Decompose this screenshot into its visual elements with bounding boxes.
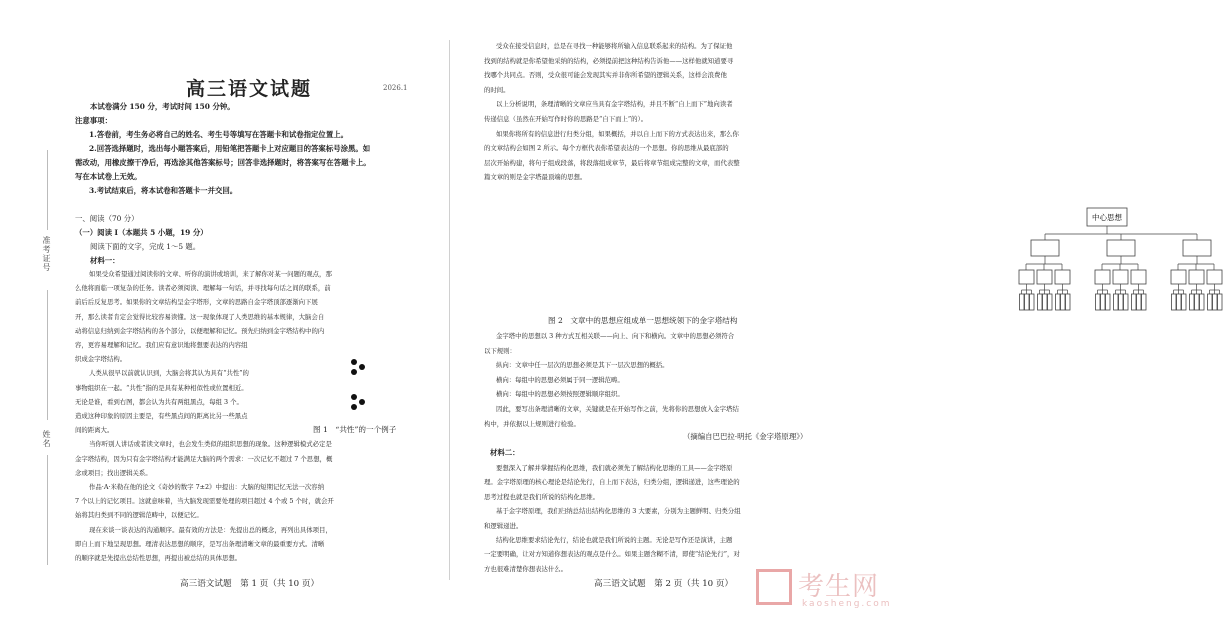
body-line: 方也很难清楚你想表达什么。 [484,564,568,573]
figure-1 [317,345,399,423]
root-node-label: 中心思想 [1092,213,1122,222]
dot [351,404,357,410]
body-line: 篇文章的则是金字塔最顶端的思想。 [484,173,587,182]
notice-item: 写在本试卷上无效。 [75,172,142,181]
level-3-node [1106,294,1111,310]
level-2-node [1131,270,1146,284]
watermark-logo-icon [756,569,792,605]
body-line: 受众在接受信息时，总是在寻找一种能够将所输入信息联系起来的结构。为了保证他 [496,42,733,50]
level-2-node [1207,270,1222,284]
body-line: 思考过程也就是我们所说的结构化思维。 [484,492,600,501]
dot [359,399,365,405]
body-line: 横向：每组中的思想必须按照逻辑顺序组织。 [496,390,624,399]
body-line: 即自上而下地呈现思想。理清表达思想的顺序，是写出条理清晰文章的最重要方式。清晰 [75,539,325,548]
page-footer: 高三语文试题 第 2 页（共 10 页） [594,579,734,589]
body-line: 如果你将所有的信息进行归类分组，如果概括，并以自上而下的方式表达出来，那么你 [496,129,739,138]
material-2-label: 材料二： [490,448,520,457]
level-2-node [1095,270,1110,284]
binding-line [47,150,48,230]
body-line: 的文章结构会如图 2 所示。每个方框代表你希望表达的一个思想。你的思维从最底部的 [484,144,729,153]
level-3-node [1218,294,1223,310]
level-2-node [1019,270,1034,284]
left-page [0,0,450,628]
level-3-node [1114,294,1119,310]
level-3-node [1195,294,1200,310]
exam-id-label: 准考证号 [42,236,51,272]
level-3-node [1025,294,1030,310]
body-line: 找哪个共同点。否则，受众很可能会发现其实并非你所希望的逻辑关系，这样会浪费他 [484,71,727,80]
body-line: 构中，并依据以上规则进行检验。 [484,419,580,428]
instruction: 阅读下面的文字，完成 1～5 题。 [90,242,201,251]
level-3-node [1056,294,1061,310]
body-line: 事物组织在一起。“共性”指的是具有某种相似性或位置相近。 [75,383,248,392]
level-3-node [1208,294,1213,310]
source-citation: （摘编自巴巴拉·明托《金字塔原理》） [683,432,808,441]
notice-item: 2.回答选择题时，选出每小题答案后，用铅笔把答题卡上对应题目的答案标号涂黑。如 [89,144,371,153]
section-heading: 一、阅读（70 分） [75,214,139,223]
level-3-node [1048,294,1053,310]
exam-date: 2026.1 [383,84,408,92]
body-line: 造成这种印象的原因主要是，有些黑点间的距离比另一些黑点 [75,412,248,420]
page-footer: 高三语文试题 第 1 页（共 10 页） [180,579,320,589]
level-3-node [1182,294,1187,310]
material-label: 材料一： [90,256,120,265]
level-3-node [1190,294,1195,310]
body-line: 间的距离大。 [75,426,114,435]
level-3-node [1124,294,1129,310]
body-line: 么他将面临一项复杂的任务。读者必须阅读、理解每一句话，并寻找每句话之间的联系，前 [75,284,331,293]
notice-item: 3.考试结束后，将本试卷和答题卡一并交回。 [89,186,238,195]
body-line: 7 个以上的记忆项目。这就意味着，当大脑发现需要处理的项目超过 4 个或 5 个时，就会开 [75,497,334,506]
body-line: 无论是谁，看到右图，都会认为共有两组黑点，每组 3 个。 [75,397,243,406]
body-line: 织成金字塔结构。 [75,355,127,364]
level-3-node [1030,294,1035,310]
level-3-node [1142,294,1147,310]
name-label: 姓名 [42,430,51,448]
level-2-node [1037,270,1052,284]
notice-item: 1.答卷前，考生务必将自己的姓名、考生号等填写在答题卡和试卷指定位置上。 [89,130,349,139]
watermark-text: 考生网 [798,572,880,602]
level-3-node [1200,294,1205,310]
body-line: 理。金字塔原理的核心理论是结论先行，自上而下表达，归类分组，逻辑递进，这些理论的 [484,478,740,487]
body-line: 人类从很早以前就认识到，大脑会将其认为具有“共性”的 [89,369,249,378]
body-line: 念或项目；找出逻辑关系。 [75,468,152,477]
level-3-node [1172,294,1177,310]
body-line: 和逻辑递进。 [484,521,523,530]
body-line: 一定要明确，让对方知道你想表达的观点是什么。如果主题含糊不清，即使“结论先行”，对 [484,550,740,559]
body-line: 现在来谈一谈表达的沟通顺序。最有效的方法是：先提出总的概念，再列出具体项目， [89,525,332,534]
binding-line [47,290,48,420]
watermark [756,566,896,626]
dot [351,394,357,400]
right-page [450,0,1122,628]
level-3-node [1213,294,1218,310]
page-title: 高三语文试题 [186,78,313,100]
body-line: 金字塔中的思想以 3 种方式互相关联——向上、向下和横向。文章中的思想必须符合 [496,332,735,340]
body-line: 层次开始构建，将句子组成段落，将段落组成章节，最后将章节组成完整的文章，而代表整 [484,158,740,167]
body-line: 纵向：文章中任一层次的思想必须是其下一层次思想的概括。 [496,361,669,370]
body-line: 横向：每组中的思想必须属于同一逻辑范畴。 [496,375,624,384]
notice-heading: 注意事项： [75,116,112,125]
body-line: 的时间。 [484,85,510,94]
dot [351,359,357,365]
level-3-node [1096,294,1101,310]
body-line: 当你听别人讲话或者读文章时，也会发生类似的组织思想的现象。这种逻辑模式必定是 [89,440,332,449]
level-3-node [1038,294,1043,310]
score-line: 本试卷满分 150 分，考试时间 150 分钟。 [90,102,235,111]
body-line: 结构化思维要求结论先行，结论也就是我们所说的主题。无论是写作还是演讲，主题 [496,536,733,544]
watermark-url: kaosheng.com [802,599,892,609]
level-1-node [1031,240,1059,256]
level-1-node [1183,240,1211,256]
figure-1-caption: 图 1 “共性”的一个例子 [313,425,397,434]
body-line: 前后后反复思考。如果你的文章结构呈金字塔形，文章的思路自金字塔顶部逐渐向下展 [75,298,318,307]
level-3-node [1066,294,1071,310]
dot [351,369,357,375]
body-line: 金字塔结构，因为只有金字塔结构才能满足大脑的两个需求：一次记忆不超过 7 个思想，概 [75,454,333,463]
level-3-node [1020,294,1025,310]
level-2-node [1055,270,1070,284]
body-line: 的顺序就是先提出总结性思想，再提出被总结的具体思想。 [75,554,242,562]
body-line: 作品·A·米勒在他的论文《奇妙的数字 7±2》中提出：大脑的短期记忆无法一次容纳 [89,483,325,491]
body-line: 以下规则： [484,346,516,355]
level-2-node [1171,270,1186,284]
dot [359,364,365,370]
level-3-node [1101,294,1106,310]
level-3-node [1119,294,1124,310]
notice-item: 需改动，用橡皮擦干净后，再选涂其他答案标号；回答非选择题时，将答案写在答题卡上。 [75,158,371,167]
body-line: 要想深入了解并掌握结构化思维，我们就必须先了解结构化思维的工具——金字塔原 [496,464,733,472]
subsection-heading: （一）阅读 Ⅰ（本题共 5 小题，19 分） [75,228,208,237]
level-3-node [1137,294,1142,310]
level-3-node [1177,294,1182,310]
body-line: 始将其归类到不同的逻辑范畴中，以便记忆。 [75,511,203,520]
body-line: 以上分析说明，条理清晰的文章应当具有金字塔结构，并且不断“自上而下”地向读者 [496,100,733,109]
body-line: 传递信息（虽然在开始写作时你的思路是“自下而上”的）。 [484,115,648,123]
level-3-node [1043,294,1048,310]
binding-line [47,455,48,565]
body-line: 因此，要写出条理清晰的文章，关键就是在开始写作之前，先将你的思想放入金字塔结 [496,405,739,413]
level-2-node [1189,270,1204,284]
body-line: 容，更容易理解和记忆。我们应有意识地将想要表达的内容组 [75,341,248,349]
body-line: 基于金字塔原理，我们归纳总结出结构化思维的 3 大要素，分别为主题鲜明、归类分组 [496,507,741,516]
body-line: 开，那么读者肯定会觉得比较容易读懂。这一现象体现了人类思维的基本规律，大脑会自 [75,312,325,321]
figure-2-caption: 图 2 文章中的思想应组成单一思想统领下的金字塔结构 [548,316,738,325]
body-line: 如果受众希望通过阅读你的文章、听你的演讲或培训，来了解你对某一问题的观点，那 [89,270,332,278]
body-line: 找到的结构就是你希望他采纳的结构，必须提前把这种结构告诉他——这样他就知道要寻 [484,56,734,65]
level-3-node [1132,294,1137,310]
pyramid-diagram [1013,206,1229,316]
level-2-node [1113,270,1128,284]
body-line: 动将信息归纳到金字塔结构的各个部分，以便理解和记忆。预先归纳到金字塔结构中的内 [75,326,325,335]
level-3-node [1061,294,1066,310]
level-1-node [1107,240,1135,256]
